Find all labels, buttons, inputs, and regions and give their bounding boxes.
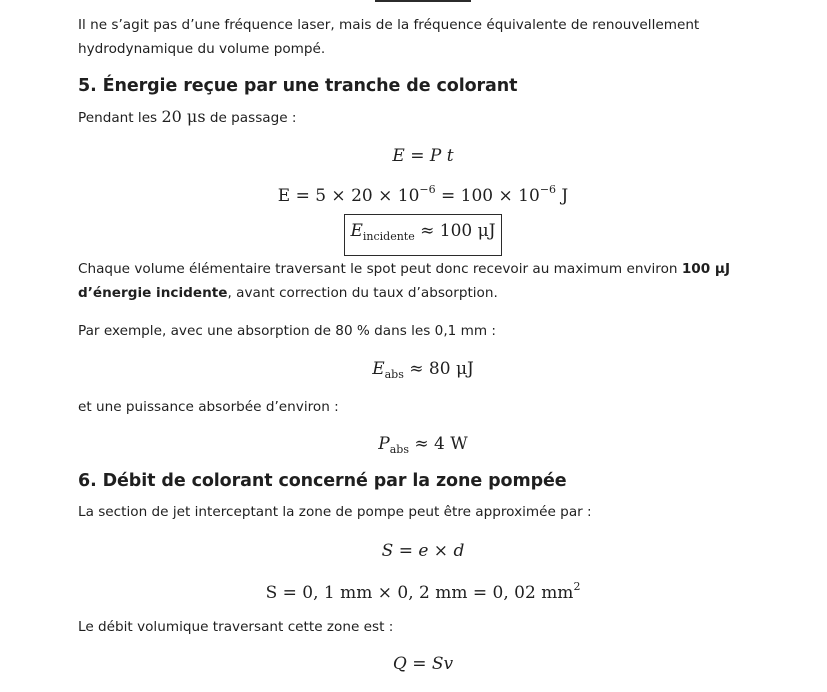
passage-paragraph (78, 105, 768, 130)
max-energy-paragraph: Chaque volume élémentaire traversant le spot peut donc recevoir au maximum environ 100 µJ d’énergie incidente, avant correction du taux d’absorption. (78, 261, 730, 301)
result-box: $E_{incidente} \approx 100$ μJ (344, 214, 501, 256)
equation-absorbed-energy: $E_{abs} \approx 80$ μJ (372, 359, 474, 381)
flow-rate-paragraph: Le débit volumique traversant cette zone est : (78, 619, 394, 635)
top-divider (375, 0, 471, 2)
section-5-heading: 5. Énergie reçue par une tranche de colorant (78, 76, 518, 96)
equation-section-calc: S = 0, 1 mm × 0, 2 mm = 0, 02 $mm^2$ (265, 580, 581, 603)
equation-section-definition: S = e × d (381, 541, 465, 561)
absorbed-power-paragraph: et une puissance absorbée d’environ : (78, 399, 339, 415)
equation-energy-calc: $E = 5 \times 20 \times 10^{-6} = 100 \times 10^{-6}$ J (277, 183, 569, 206)
passage-text-post: de passage : (205, 110, 297, 126)
absorption-example-paragraph: Par exemple, avec une absorption de 80 % dans les 0,1 mm : (78, 323, 496, 339)
document-body (78, 13, 768, 677)
equation-absorbed-power: $P_{abs} \approx 4$ W (378, 434, 468, 456)
equation-flow-rate: Q = Sv (392, 654, 454, 674)
passage-text-pre: Pendant les (78, 110, 162, 126)
section-6-heading: 6. Débit de colorant concerné par la zone pompée (78, 471, 567, 491)
passage-math: 20 μs (161, 107, 206, 126)
intro-paragraph: Il ne s’agit pas d’une fréquence laser, mais de la fréquence équivalente de renouvellement hydrodynamique du volume pompé. (78, 17, 700, 57)
section-approx-paragraph: La section de jet interceptant la zone de pompe peut être approximée par : (78, 504, 592, 520)
equation-incident-energy-boxed (78, 214, 768, 242)
max-energy-bold: 100 µJ d’énergie incidente (78, 261, 730, 301)
equation-energy-definition: E = P t (392, 146, 454, 166)
